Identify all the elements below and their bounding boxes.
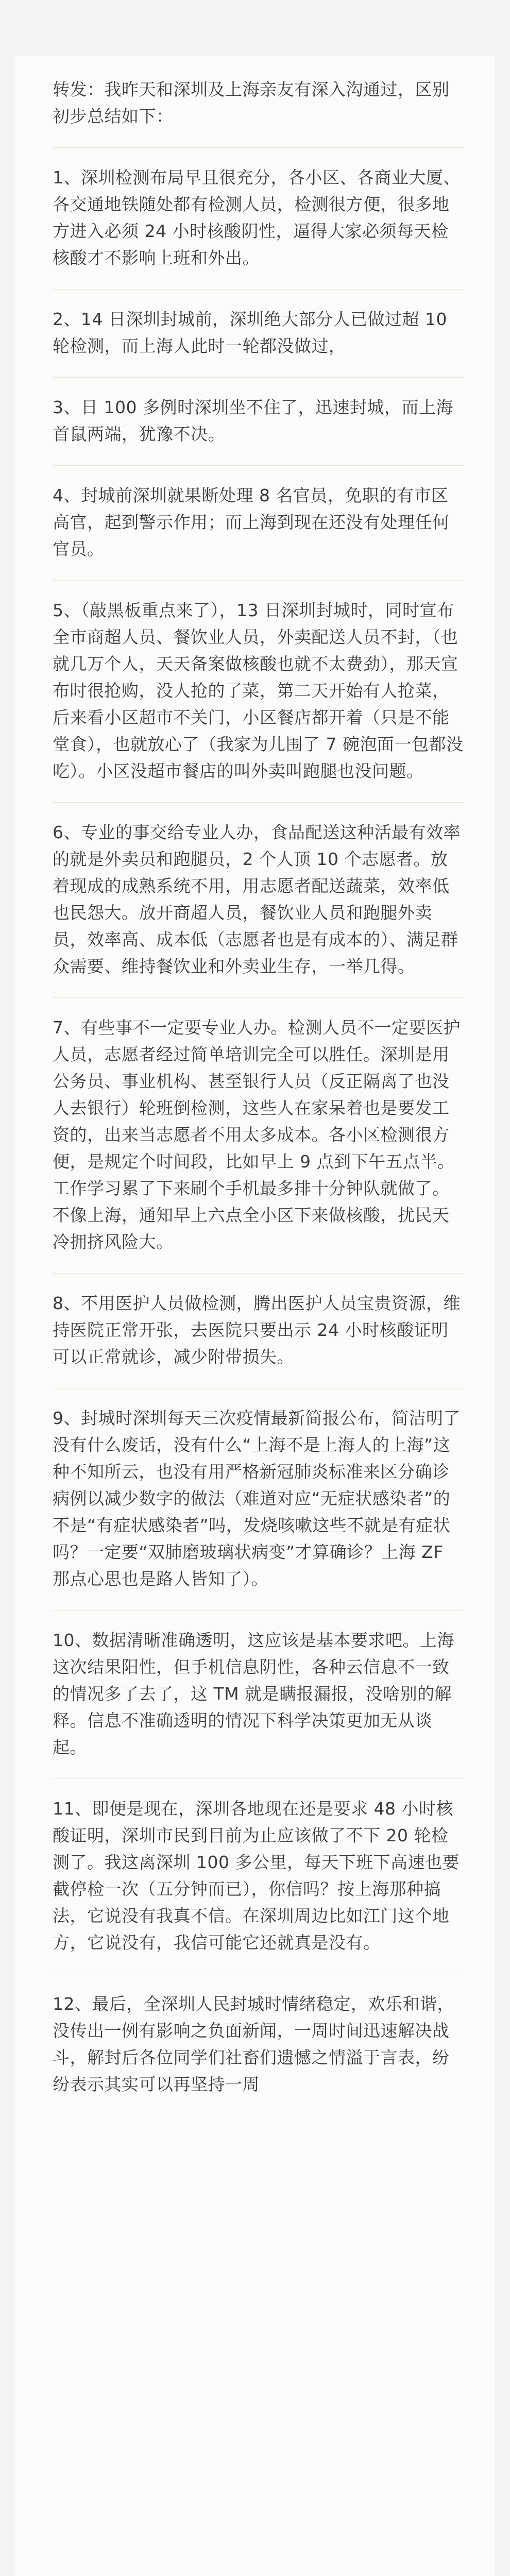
paragraph-divider [53, 802, 464, 803]
paragraph-point-9: 9、封城时深圳每天三次疫情最新简报公布，简洁明了没有什么废话，没有什么“上海不是上海人的上海”这种不知所云，也没有用严格新冠肺炎标准来区分确诊病例以减少数字的做法（难道对应“无症状感染者”的不是“有症状感染者”吗，发烧咳嗽这些不就是有症状吗？一定要“双肺磨玻璃状病变”才算确诊？上海 ZF 那点心思也是路人皆知了）。 [53, 1408, 461, 1589]
paragraph-intro: 转发：我昨天和深圳及上海亲友有深入沟通过，区别初步总结如下： [53, 79, 450, 126]
paragraph-point-1: 1、深圳检测布局早且很充分，各小区、各商业大厦、各交通地铁随处都有检测人员，检测很方便，很多地方进入必须 24 小时核酸阴性，逼得大家必须每天检核酸才不影响上班和外出。 [53, 167, 461, 268]
paragraph-divider [53, 465, 464, 466]
paragraph-point-12: 12、最后，全深圳人民封城时情绪稳定，欢乐和谐，没传出一例有影响之负面新闻，一周时间迅速解决战斗，解封后各位同学们社畜们遗憾之情溢于言表，纷纷表示其实可以再坚持一周 [53, 1994, 454, 2094]
paragraph-point-2: 2、14 日深圳封城前，深圳绝大部分人已做过超 10 轮检测，而上海人此时一轮都没做过， [53, 309, 447, 356]
paragraph-divider [53, 1610, 464, 1611]
paragraph-divider [53, 147, 464, 148]
paragraph-point-11: 11、即便是现在，深圳各地现在还是要求 48 小时核酸证明，深圳市民到目前为止应该做了不下 20 轮检测了。我这离深圳 100 多公里，每天下班下高速也要截停检一次（五分钟而已），你信吗？按上海那种搞法，它说没有我真不信。在深圳周边比如江门这个地方，它说没有，我信可能它还就真是没有。 [53, 1799, 460, 1953]
paragraph-point-7: 7、有些事不一定要专业人办。检测人员不一定要医护人员，志愿者经过简单培训完全可以胜任。深圳是用公务员、事业机构、甚至银行人员（反正隔离了也没人去银行）轮班倒检测，这些人在家呆着也是要发工资的，出来当志愿者不用太多成本。各小区检测很方便，是规定个时间段，比如早上 9 点到下午五点半。工作学习累了下来刷个手机最多排十分钟队就做了。不像上海，通知早上六点全小区下来做核酸，扰民天冷拥挤风险大。 [53, 1018, 461, 1252]
paragraph-divider [53, 289, 464, 290]
paragraph-point-4: 4、封城前深圳就果断处理 8 名官员，免职的有市区高官，起到警示作用；而上海到现在还没有处理任何官员。 [53, 485, 450, 559]
paragraph-point-10: 10、数据清晰准确透明，这应该是基本要求吧。上海这次结果阳性，但手机信息阴性，各种云信息不一致的情况多了去了，这 TM 就是瞒报漏报，没啥别的解释。信息不准确透明的情况下科学决策更加无从谈起。 [53, 1630, 454, 1757]
paragraph-point-5: 5、（敲黑板重点来了），13 日深圳封城时，同时宣布全市商超人员、餐饮业人员，外卖配送人员不封，（也就几万个人，天天备案做核酸也就不太费劲），那天宣布时很抢购，没人抢的了菜，第二天开始有人抢菜，后来看小区超市不关门，小区餐店都开着（只是不能堂食），也就放心了（我家为儿围了 7 碗泡面一包都没吃）。小区没超市餐店的叫外卖叫跑腿也没问题。 [53, 600, 464, 781]
paragraph-point-6: 6、专业的事交给专业人办，食品配送这种活最有效率的就是外卖员和跑腿员，2 个人顶 10 个志愿者。放着现成的成熟系统不用，用志愿者配送蔬菜，效率低也民怨大。放开商超人员，餐饮业人员和跑腿外卖员，效率高、成本低（志愿者也是有成本的）、满足群众需要、维持餐饮业和外卖业生存，一举几得。 [53, 822, 461, 976]
paragraph-divider [53, 1778, 464, 1779]
paragraph-point-8: 8、不用医护人员做检测，腾出医护人员宝贵资源，维持医院正常开张，去医院只要出示 24 小时核酸证明可以正常就诊，减少附带损失。 [53, 1293, 461, 1367]
paragraph-divider [53, 580, 464, 581]
note-card [15, 56, 495, 2576]
paragraph-point-3: 3、日 100 多例时深圳坐不住了，迅速封城，而上海首鼠两端，犹豫不决。 [53, 397, 453, 444]
paragraph-divider [53, 1273, 464, 1274]
paragraph-divider [53, 377, 464, 378]
paragraph-divider [53, 997, 464, 998]
